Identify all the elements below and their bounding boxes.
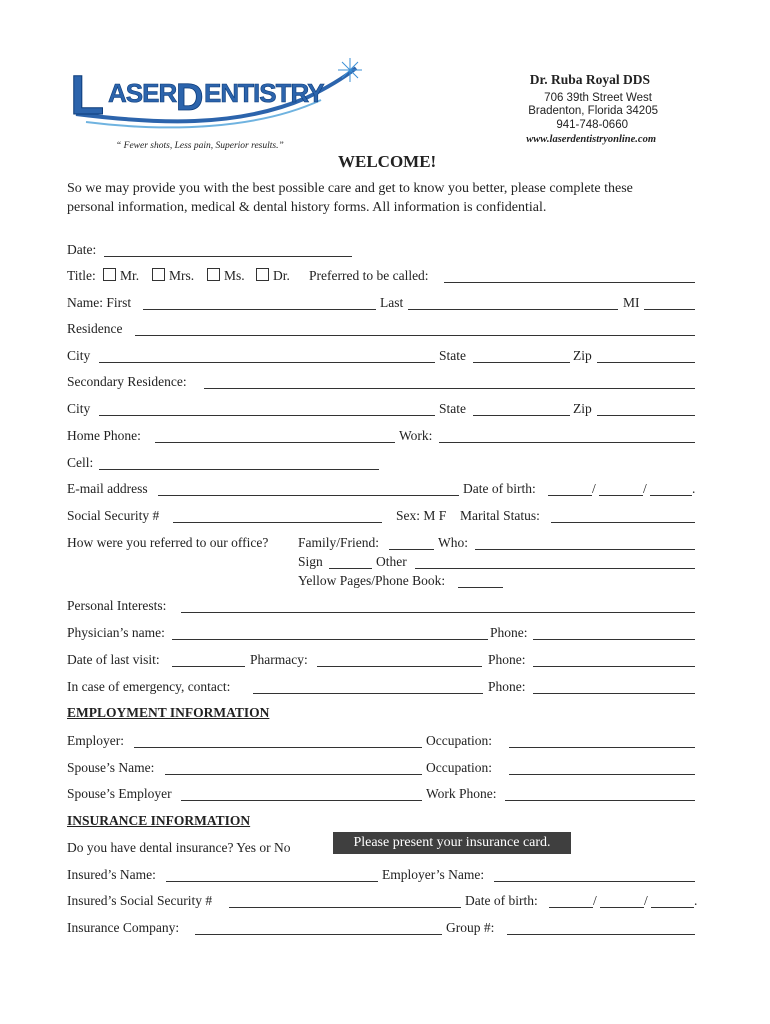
employer-field[interactable] bbox=[134, 747, 422, 748]
personal-interests-label: Personal Interests: bbox=[67, 598, 167, 613]
cell-label: Cell: bbox=[67, 455, 94, 470]
practice-address-line1: 706 39th Street West bbox=[544, 92, 652, 104]
personal-interests-field[interactable] bbox=[181, 612, 695, 613]
dr-label: Dr. bbox=[273, 268, 290, 283]
insured-name-field[interactable] bbox=[166, 881, 378, 882]
welcome-heading: WELCOME! bbox=[338, 152, 437, 171]
zip2-field[interactable] bbox=[597, 415, 695, 416]
group-number-field[interactable] bbox=[507, 934, 695, 935]
spouse-employer-label: Spouse’s Employer bbox=[67, 786, 172, 801]
cell-field[interactable] bbox=[99, 469, 379, 470]
title-ms-option[interactable] bbox=[207, 268, 245, 284]
physician-name-field[interactable] bbox=[172, 639, 488, 640]
insurance-company-label: Insurance Company: bbox=[67, 920, 180, 935]
state2-label: State bbox=[439, 401, 466, 416]
last-visit-field[interactable] bbox=[172, 666, 245, 667]
last-visit-label: Date of last visit: bbox=[67, 652, 160, 667]
sign-field[interactable] bbox=[329, 568, 372, 569]
emergency-phone-field[interactable] bbox=[533, 693, 695, 694]
residence-label: Residence bbox=[67, 321, 123, 336]
spouse-name-field[interactable] bbox=[165, 774, 422, 775]
spouse-work-phone-field[interactable] bbox=[505, 800, 695, 801]
insured-employer-field[interactable] bbox=[494, 881, 695, 882]
checkbox-mr[interactable] bbox=[103, 268, 116, 281]
intro-text-line1: So we may provide you with the best possible care and get to know you better, please complete these bbox=[67, 181, 633, 196]
yellow-pages-field[interactable] bbox=[458, 587, 503, 588]
home-phone-label: Home Phone: bbox=[67, 428, 141, 443]
yellow-pages-label: Yellow Pages/Phone Book: bbox=[298, 573, 446, 588]
practice-logo bbox=[66, 56, 366, 136]
logo-tagline: “ Fewer shots, Less pain, Superior results.” bbox=[116, 141, 284, 151]
state-label: State bbox=[439, 348, 466, 363]
family-friend-field[interactable] bbox=[389, 549, 434, 550]
marital-status-label: Marital Status: bbox=[460, 508, 540, 523]
insured-dob-slash-1: / bbox=[593, 893, 597, 908]
zip2-label: Zip bbox=[573, 401, 592, 416]
preferred-name-label: Preferred to be called: bbox=[309, 268, 429, 283]
work-phone-label: Work: bbox=[399, 428, 433, 443]
checkbox-ms[interactable] bbox=[207, 268, 220, 281]
spouse-work-phone-label: Work Phone: bbox=[426, 786, 497, 801]
practice-phone: 941-748-0660 bbox=[556, 119, 628, 131]
dob-month-field[interactable] bbox=[548, 495, 592, 496]
spouse-name-label: Spouse’s Name: bbox=[67, 760, 155, 775]
city-label: City bbox=[67, 348, 91, 363]
doctor-name: Dr. Ruba Royal DDS bbox=[529, 72, 650, 87]
logo-graphic bbox=[66, 56, 366, 136]
who-label: Who: bbox=[438, 535, 468, 550]
email-field[interactable] bbox=[158, 495, 459, 496]
dob-period: . bbox=[692, 481, 696, 496]
title-dr-option[interactable] bbox=[256, 268, 290, 284]
ms-label: Ms. bbox=[224, 268, 245, 283]
home-phone-field[interactable] bbox=[155, 442, 395, 443]
secondary-residence-field[interactable] bbox=[204, 388, 695, 389]
occupation-label: Occupation: bbox=[426, 733, 492, 748]
spouse-occupation-field[interactable] bbox=[509, 774, 695, 775]
pharmacy-phone-label: Phone: bbox=[488, 652, 526, 667]
dob-year-field[interactable] bbox=[650, 495, 692, 496]
physician-name-label: Physician’s name: bbox=[67, 625, 165, 640]
insurance-card-notice-text: Please present your insurance card. bbox=[353, 835, 551, 850]
emergency-phone-label: Phone: bbox=[488, 679, 526, 694]
pharmacy-field[interactable] bbox=[317, 666, 482, 667]
city2-field[interactable] bbox=[99, 415, 435, 416]
ssn-field[interactable] bbox=[173, 522, 382, 523]
insured-dob-month-field[interactable] bbox=[549, 907, 593, 908]
spouse-employer-field[interactable] bbox=[181, 800, 422, 801]
pharmacy-phone-field[interactable] bbox=[533, 666, 695, 667]
preferred-name-field[interactable] bbox=[444, 282, 695, 283]
email-label: E-mail address bbox=[67, 481, 148, 496]
svg-text:ASER: ASER bbox=[108, 78, 177, 108]
practice-address-line2: Bradenton, Florida 34205 bbox=[528, 105, 658, 117]
emergency-contact-label: In case of emergency, contact: bbox=[67, 679, 231, 694]
insurance-heading: INSURANCE INFORMATION bbox=[67, 813, 251, 828]
insured-ssn-field[interactable] bbox=[229, 907, 461, 908]
svg-text:ENTISTRY: ENTISTRY bbox=[204, 78, 324, 108]
insurance-card-notice bbox=[333, 832, 571, 854]
insured-employer-label: Employer’s Name: bbox=[382, 867, 485, 882]
last-name-field[interactable] bbox=[408, 309, 618, 310]
pharmacy-label: Pharmacy: bbox=[250, 652, 308, 667]
other-label: Other bbox=[376, 554, 407, 569]
mrs-label: Mrs. bbox=[169, 268, 195, 283]
last-name-label: Last bbox=[380, 295, 404, 310]
dob-slash-1: / bbox=[592, 481, 596, 496]
secondary-residence-label: Secondary Residence: bbox=[67, 374, 187, 389]
work-phone-field[interactable] bbox=[439, 442, 695, 443]
group-number-label: Group #: bbox=[446, 920, 495, 935]
insured-dob-period: . bbox=[694, 893, 698, 908]
checkbox-dr[interactable] bbox=[256, 268, 269, 281]
family-friend-label: Family/Friend: bbox=[298, 535, 379, 550]
first-name-field[interactable] bbox=[143, 309, 376, 310]
mr-label: Mr. bbox=[120, 268, 140, 283]
svg-text:D: D bbox=[176, 77, 204, 119]
first-name-label: Name: First bbox=[67, 295, 132, 310]
insured-dob-day-field[interactable] bbox=[600, 907, 644, 908]
title-mr-option[interactable] bbox=[103, 268, 139, 284]
other-field[interactable] bbox=[415, 568, 695, 569]
dental-insurance-question: Do you have dental insurance? Yes or No bbox=[67, 840, 291, 855]
zip-field[interactable] bbox=[597, 362, 695, 363]
spouse-occupation-label: Occupation: bbox=[426, 760, 492, 775]
sex-label: Sex: M F bbox=[396, 508, 447, 523]
insured-name-label: Insured’s Name: bbox=[67, 867, 156, 882]
date-label: Date: bbox=[67, 242, 97, 257]
ssn-label: Social Security # bbox=[67, 508, 160, 523]
employment-heading: EMPLOYMENT INFORMATION bbox=[67, 705, 270, 720]
zip-label: Zip bbox=[573, 348, 592, 363]
insured-dob-year-field[interactable] bbox=[651, 907, 694, 908]
title-label: Title: bbox=[67, 268, 96, 283]
physician-phone-label: Phone: bbox=[490, 625, 528, 640]
city2-label: City bbox=[67, 401, 91, 416]
title-mrs-option[interactable] bbox=[152, 268, 194, 284]
emergency-contact-field[interactable] bbox=[253, 693, 483, 694]
insured-dob-slash-2: / bbox=[644, 893, 648, 908]
dob-slash-2: / bbox=[643, 481, 647, 496]
dob-label: Date of birth: bbox=[463, 481, 536, 496]
residence-field[interactable] bbox=[135, 335, 695, 336]
insurance-company-field[interactable] bbox=[195, 934, 442, 935]
state-field[interactable] bbox=[473, 362, 570, 363]
occupation-field[interactable] bbox=[509, 747, 695, 748]
svg-text:L: L bbox=[70, 63, 105, 126]
state2-field[interactable] bbox=[473, 415, 570, 416]
referral-question: How were you referred to our office? bbox=[67, 535, 269, 550]
who-field[interactable] bbox=[475, 549, 695, 550]
date-field[interactable] bbox=[104, 256, 352, 257]
middle-initial-field[interactable] bbox=[644, 309, 695, 310]
dob-day-field[interactable] bbox=[599, 495, 643, 496]
marital-status-field[interactable] bbox=[551, 522, 695, 523]
physician-phone-field[interactable] bbox=[533, 639, 695, 640]
employer-label: Employer: bbox=[67, 733, 124, 748]
insured-ssn-label: Insured’s Social Security # bbox=[67, 893, 213, 908]
city-field[interactable] bbox=[99, 362, 435, 363]
sign-label: Sign bbox=[298, 554, 323, 569]
practice-website: www.laserdentistryonline.com bbox=[526, 134, 656, 145]
middle-initial-label: MI bbox=[623, 295, 640, 310]
intro-text-line2: personal information, medical & dental history forms. All information is confidential. bbox=[67, 200, 547, 215]
checkbox-mrs[interactable] bbox=[152, 268, 165, 281]
insured-dob-label: Date of birth: bbox=[465, 893, 538, 908]
